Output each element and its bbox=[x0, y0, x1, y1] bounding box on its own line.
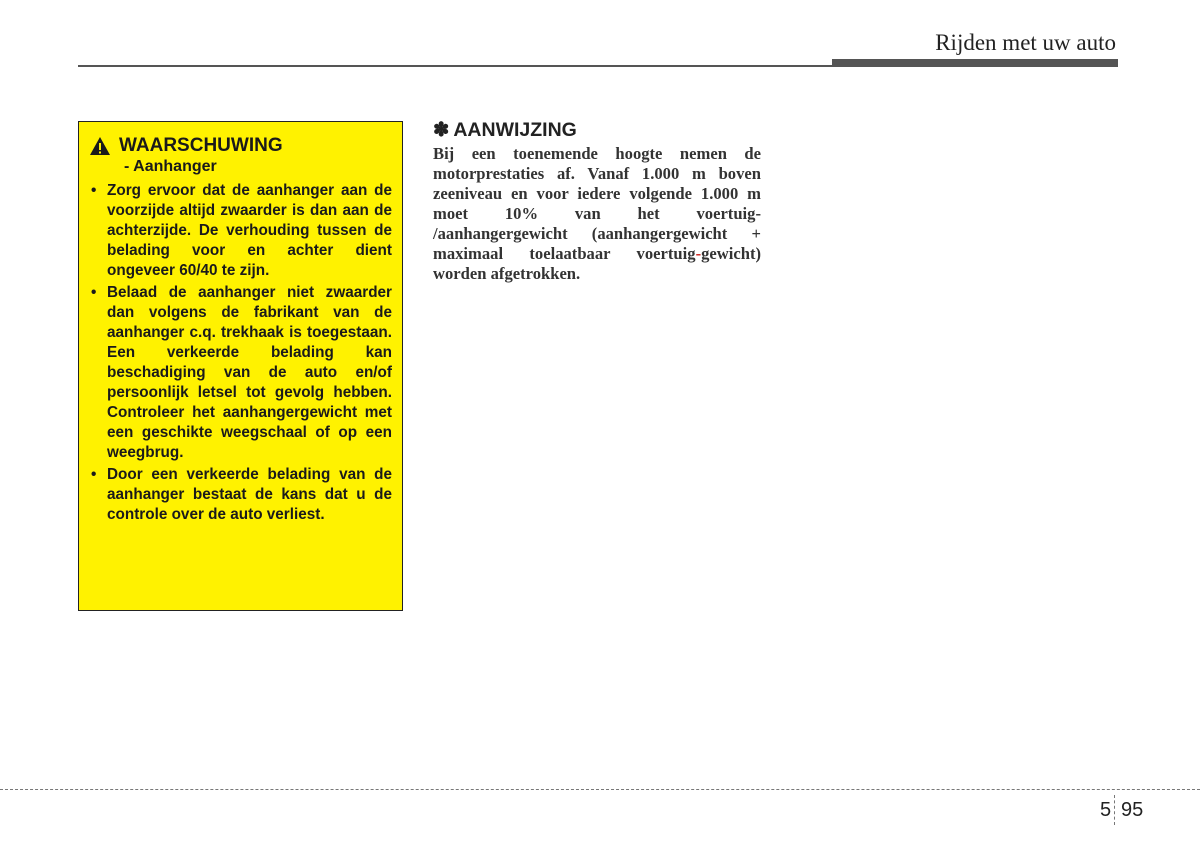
warning-triangle-icon bbox=[89, 136, 111, 156]
chapter-number: 5 bbox=[1100, 798, 1112, 821]
warning-box bbox=[78, 121, 403, 611]
note-text: Bij een toenemende hoogte nemen de motorprestaties af. Vanaf 1.000 m boven zeeniveau en voor iedere volgende 1.000 m moet 10% van het voertuig- /aanhangergewicht (aanhangergewicht + maximaal toelaatbaar voertuig bbox=[433, 144, 761, 263]
page-number: 95 bbox=[1121, 798, 1144, 821]
warning-heading bbox=[89, 135, 392, 157]
warning-list bbox=[89, 181, 392, 525]
note-body bbox=[433, 144, 761, 284]
warning-list-item: • Door een verkeerde belading van de aanhanger bestaat de kans dat u de controle over de auto verliest. bbox=[89, 465, 392, 525]
note-text-end: gewicht) worden afgetrokken. bbox=[433, 244, 761, 283]
note-section bbox=[433, 118, 761, 284]
note-heading bbox=[433, 118, 761, 142]
header-rule bbox=[78, 65, 832, 67]
note-hyphen: - bbox=[695, 244, 702, 263]
page-header-title: Rijden met uw auto bbox=[935, 30, 1116, 55]
warning-title: WAARSCHUWING bbox=[119, 135, 283, 156]
warning-list-item: • Belaad de aanhanger niet zwaarder dan volgens de fabrikant van de aanhanger c.q. trekhaak is toegestaan. Een verkeerde belading kan beschadiging van de auto en/of persoonlijk letsel tot gevolg hebben. Controleer het aanhangergewicht met een geschikte weegschaal of op een weegbrug. bbox=[89, 283, 392, 463]
star-icon: ✽ bbox=[433, 119, 450, 141]
warning-list-item: • Zorg ervoor dat de aanhanger aan de voorzijde altijd zwaarder is dan aan de achterzijde. De verhouding tussen de belading voor en achter dient ongeveer 60/40 te zijn. bbox=[89, 181, 392, 281]
warning-subtitle: - Aanhanger bbox=[124, 158, 217, 175]
page-number-separator bbox=[1114, 795, 1115, 825]
header-rule-accent bbox=[832, 59, 1118, 67]
footer-divider bbox=[0, 789, 1200, 790]
note-title: AANWIJZING bbox=[453, 119, 577, 141]
